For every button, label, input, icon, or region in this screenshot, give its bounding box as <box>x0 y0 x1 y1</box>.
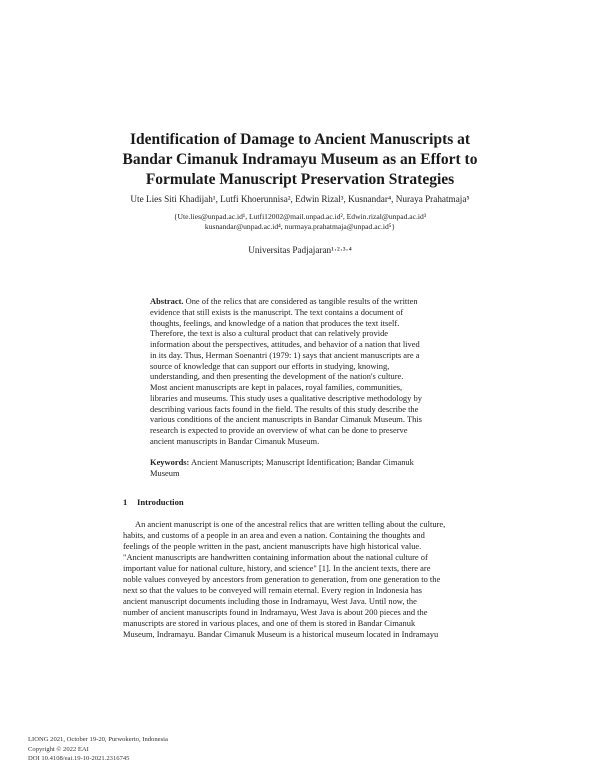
keywords-label: Keywords: <box>150 457 190 467</box>
title-line: Bandar Cimanuk Indramayu Museum as an Effort to <box>122 151 478 168</box>
author-emails <box>60 212 540 232</box>
abstract-line: in its day. Thus, Herman Soenantri (1979: 1) says that ancient manuscripts are a <box>150 349 420 360</box>
abstract-line: information about the perspectives, attitudes, and behavior of a nation that lived <box>150 339 420 349</box>
abstract-line: Therefore, the text is also a cultural product that can relatively provide <box>150 328 389 339</box>
abstract-line: describing various facts found in the field. The results of this study describe the <box>150 403 419 414</box>
body-line: ancient manuscript documents including those in Indramayu, West Java. Until now, the <box>123 596 417 607</box>
email-line: kusnandar@unpad.ac.id⁴, nurmaya.prahatmaja@unpad.ac.id⁵} <box>204 222 396 231</box>
body-line: number of ancient manuscripts found in Indramayu, West Java is about 200 pieces and the <box>123 607 428 618</box>
title-line: Formulate Manuscript Preservation Strategies <box>145 171 455 188</box>
abstract-line: understanding, and then presenting the development of the nation's culture. <box>150 371 404 382</box>
footer-doi: DOI 10.4108/eai.19-10-2021.2316745 <box>28 755 130 762</box>
paper-title <box>80 130 520 190</box>
affiliation: Universitas Padjajaran¹·²·³·⁴ <box>248 245 352 255</box>
body-line: feelings of the people written in the past, ancient manuscripts have high historical value. <box>123 541 422 552</box>
body-line: next so that the values to be conveyed will remain eternal. Every region in Indonesia has <box>123 585 422 596</box>
abstract-line: source of knowledge that can support our efforts in studying, knowing, <box>150 360 390 371</box>
body-line: important value for national culture, history, and science" [1]. In the ancient texts, there are <box>123 563 431 574</box>
page-footer <box>28 735 168 764</box>
section-number: 1 <box>123 497 128 507</box>
keywords-line: Museum <box>150 467 180 478</box>
abstract-line: libraries and museums. This study uses a qualitative descriptive methodology by <box>150 392 422 403</box>
keywords <box>150 457 448 479</box>
section-title: Introduction <box>137 497 184 507</box>
author-list: Ute Lies Siti Khadijah¹, Lutfi Khoerunnisa², Edwin Rizal³, Kusnandar⁴, Nuraya Prahatmaja⁵ <box>130 194 470 204</box>
abstract-line: various conditions of the ancient manuscripts in Bandar Cimanuk Museum. This <box>150 414 422 425</box>
abstract-line: Most ancient manuscripts are kept in palaces, royal families, communities, <box>150 382 403 392</box>
abstract-line: evidence that still exists is the manuscript. The text contains a document of <box>150 306 404 317</box>
section-heading <box>123 497 184 507</box>
abstract <box>150 296 448 447</box>
keywords-text: Ancient Manuscripts; Manuscript Identification; Bandar Cimanuk <box>189 457 414 467</box>
introduction-body <box>123 519 475 641</box>
footer-copyright: Copyright © 2022 EAI <box>28 745 89 753</box>
body-line: habits, and customs of a people in an area and even a nation. Containing the thoughts and <box>123 530 425 541</box>
body-line: noble values conveyed by ancestors from generation to generation, from one generation to the <box>123 574 441 585</box>
body-line: manuscripts are stored in various places, and one of them is stored in Bandar Cimanuk <box>123 618 416 629</box>
title-line: Identification of Damage to Ancient Manuscripts at <box>129 131 471 148</box>
abstract-line: research is expected to provide an overview of what can be done to preserve <box>150 425 408 435</box>
body-line: An ancient manuscript is one of the ancestral relics that are written telling about the culture, <box>135 519 446 529</box>
abstract-line: ancient manuscripts in Bandar Cimanuk Museum. <box>150 435 320 446</box>
email-line: {Ute.lies@unpad.ac.id¹, Lutfi12002@mail.unpad.ac.id², Edwin.rizal@unpad.ac.id³ <box>173 212 427 221</box>
abstract-line: thoughts, feelings, and knowledge of a nation that produces the text itself. <box>150 317 400 328</box>
body-line: Museum, Indramayu. Bandar Cimanuk Museum is a historical museum located in Indramayu <box>123 629 439 640</box>
abstract-text: One of the relics that are considered as tangible results of the written <box>183 296 418 306</box>
keywords-line <box>150 457 448 468</box>
abstract-line <box>150 296 448 307</box>
abstract-label: Abstract. <box>150 296 184 306</box>
body-line: "Ancient manuscripts are handwritten containing information about the national culture of <box>123 552 428 563</box>
footer-conference: LIONG 2021, October 19-20, Purwokerto, Indonesia <box>28 736 168 743</box>
